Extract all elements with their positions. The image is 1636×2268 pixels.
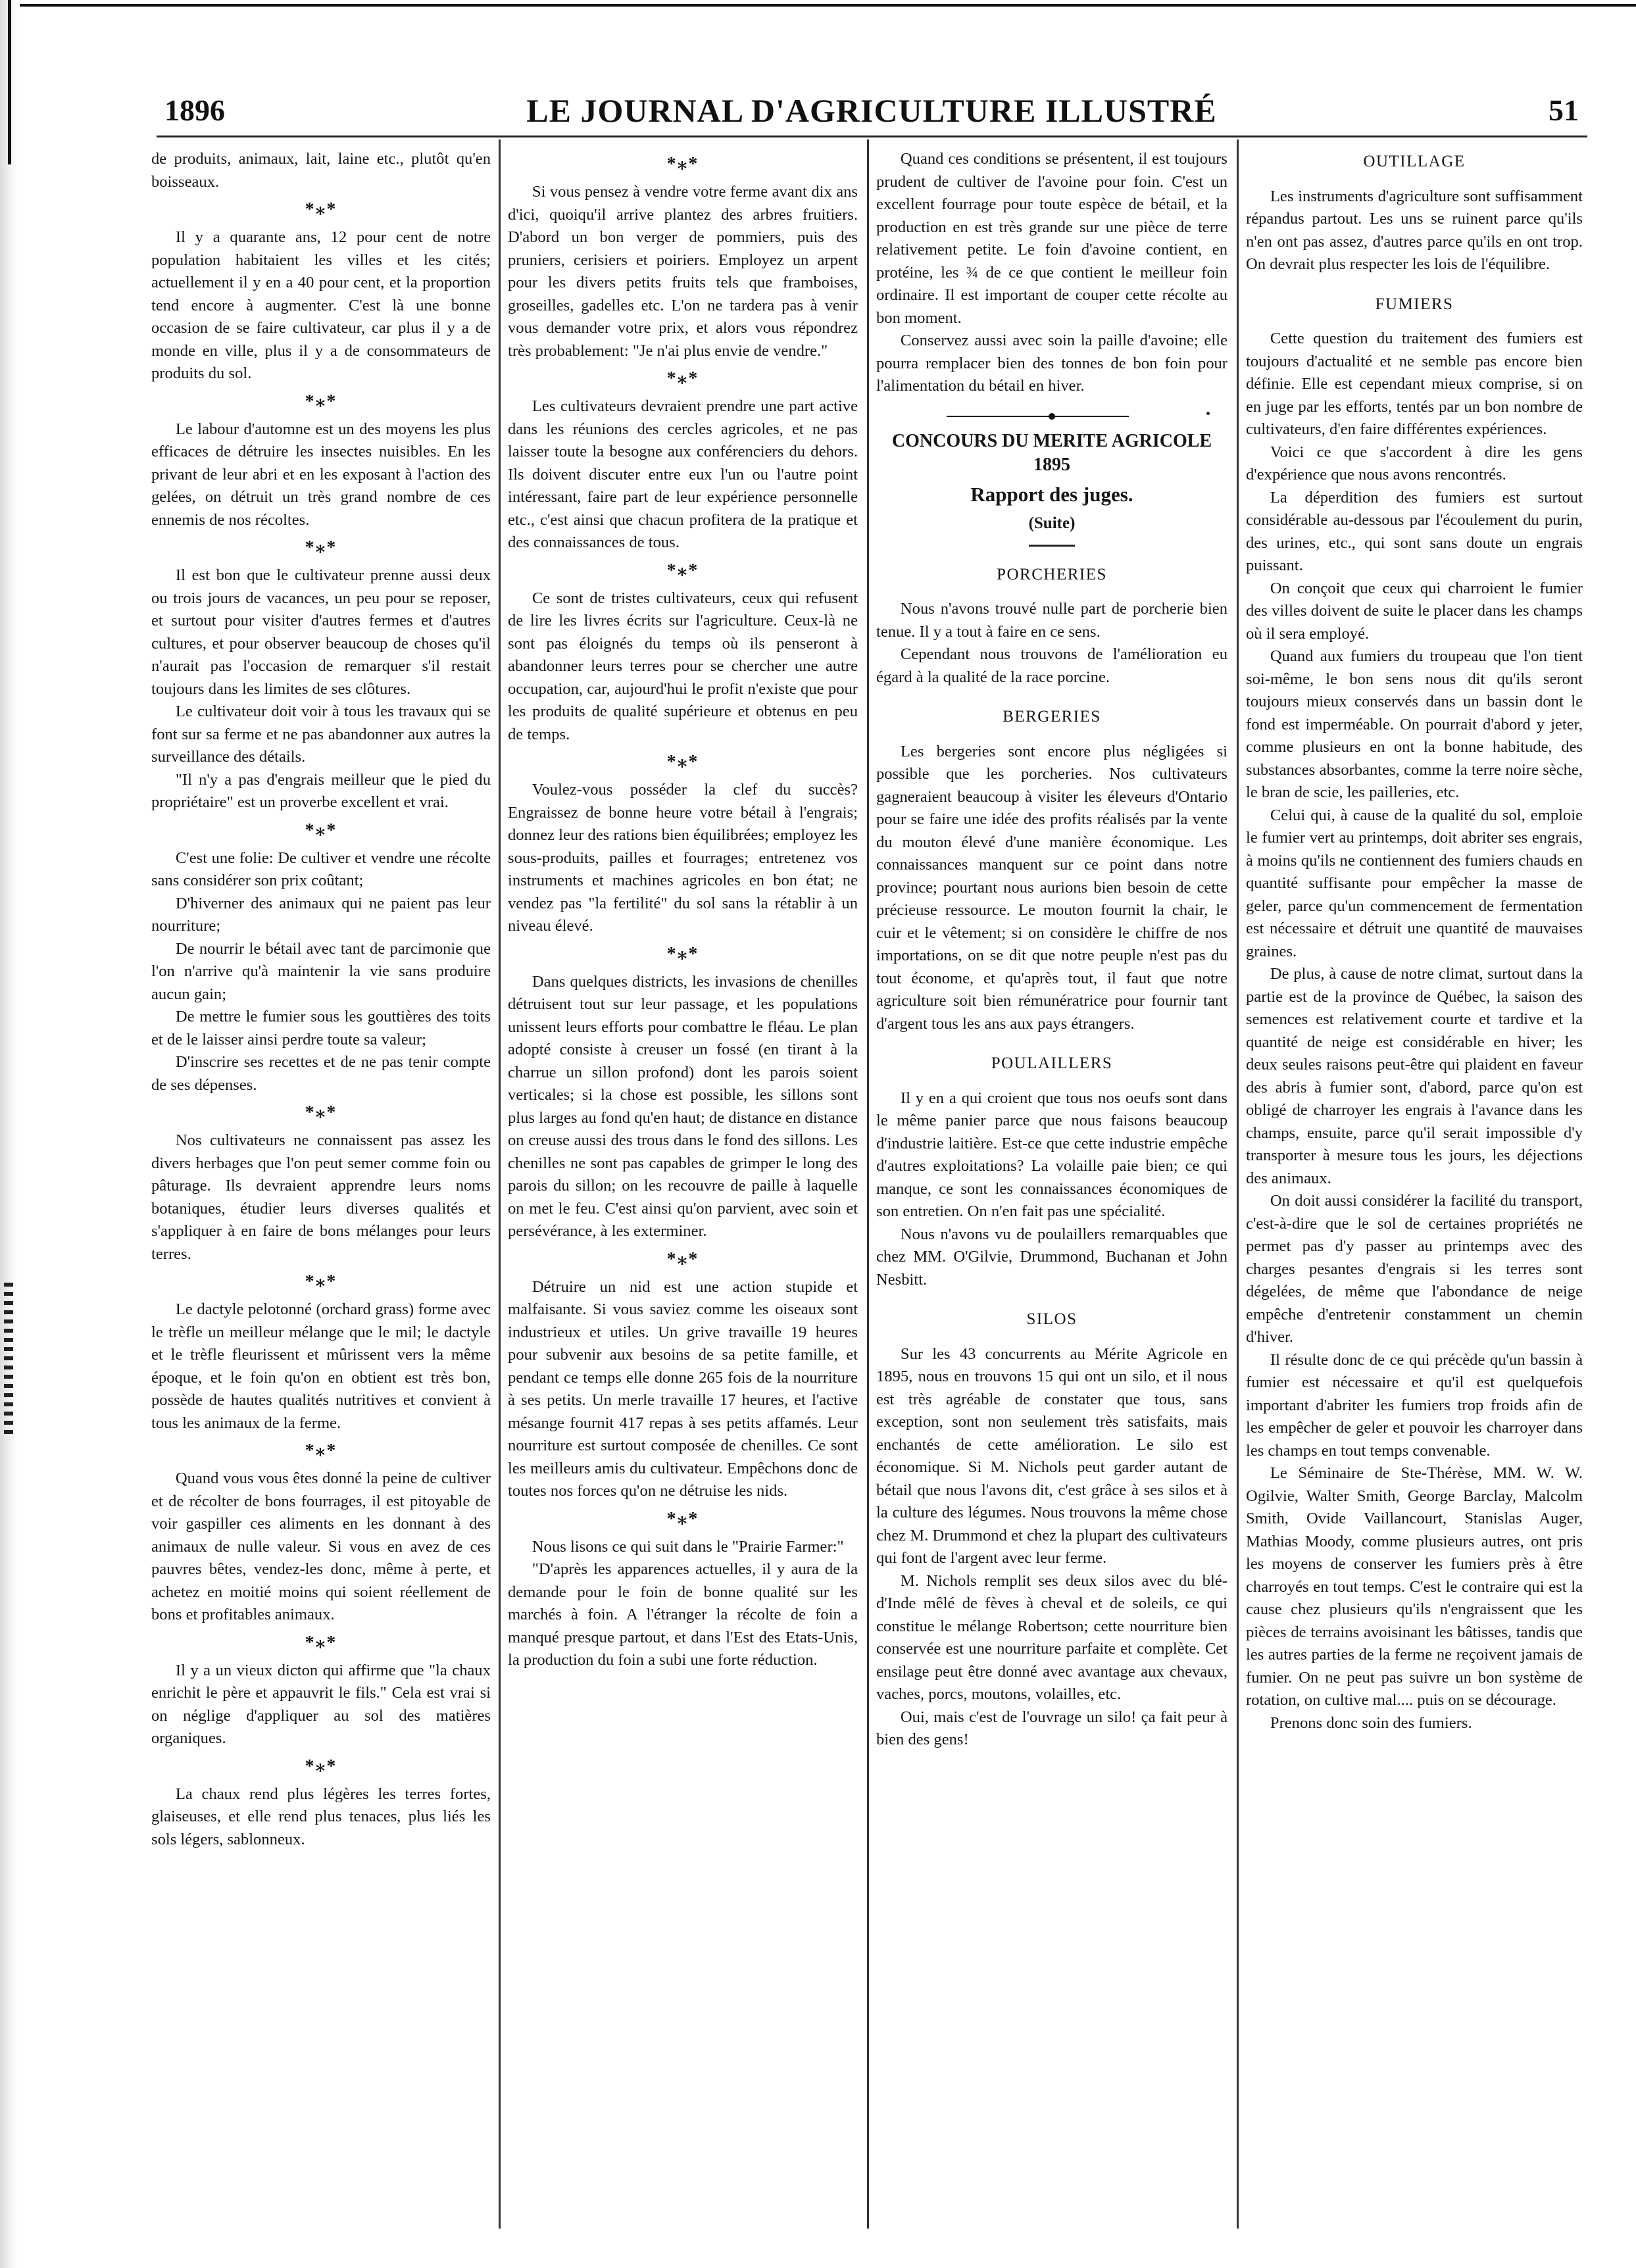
report-title: Rapport des juges.	[970, 482, 1133, 506]
asterism: *⁎*	[305, 391, 337, 412]
binding-mark	[8, 0, 11, 164]
paragraph: Il y a quarante ans, 12 pour cent de notre population habitaient les villes et les cités; actuellement il y en a 40 pour cent, et la proportion tend encore à augmenter. C'est là une bonne occasion de se faire cultivateur, car plus il y a de monde en ville, plus il y a de consommateurs de produits du sol.	[151, 228, 491, 382]
paragraph: On doit aussi considérer la facilité du transport, c'est-à-dire que le sol de certaines propriétés ne permet pas d'y passer au printemps avec des charges pesantes d'engrais si les terres sont dégelées, de même que l'abondance de neige empêche d'entretenir constamment un chemin d'hiver.	[1246, 1192, 1583, 1346]
paragraph: De mettre le fumier sous les gouttières des toits et de le laisser ainsi perdre toute sa valeur;	[151, 1008, 491, 1048]
asterism: *⁎*	[666, 368, 699, 389]
paragraph: Il y a un vieux dicton qui affirme que "la chaux enrichit le père et appauvrit le fils." Cela est vrai si on néglige d'appliquer au sol des matières organiques.	[151, 1661, 491, 1747]
section-title-bergeries: BERGERIES	[1003, 708, 1101, 726]
header-year: 1896	[164, 93, 225, 127]
paragraph: On conçoit que ceux qui charroient le fumier des villes doivent de suite le placer dans les champs où il sera employé.	[1246, 579, 1583, 643]
paragraph: Conservez aussi avec soin la paille d'avoine; elle pourra remplacer bien des tonnes de bon foin pour l'alimentation du bétail en hiver.	[876, 332, 1227, 395]
suite-label: (Suite)	[1028, 514, 1076, 532]
paragraph: C'est une folie: De cultiver et vendre une récolte sans considérer son prix coûtant;	[151, 849, 491, 889]
paragraph: La déperdition des fumiers est surtout considérable au-dessous par l'écoulement du purin, des urines, etc., qui sont sans doute un engrais puissant.	[1246, 488, 1583, 574]
section-title-silos: SILOS	[1026, 1310, 1078, 1328]
column-3	[876, 148, 1227, 2227]
section-separator	[876, 408, 1227, 424]
paragraph: D'inscrire ses recettes et de ne pas tenir compte de ses dépenses.	[151, 1053, 491, 1094]
paragraph: Le dactyle pelotonné (orchard grass) forme avec le trèfle un meilleur mélange que le mil; le dactyle et le trèfle fleurissent et mûrissent vers la même époque, et le foin qu'on en obtient est très bon, possède de hautes qualités nutritives et convient à tous les animaux de la ferme.	[151, 1300, 491, 1432]
section-title-poulaillers: POULAILLERS	[991, 1054, 1113, 1072]
paragraph: Les instruments d'agriculture sont suffisamment répandus partout. Les uns se ruinent parce qu'ils n'en ont pas assez, d'autres parce qu'ils en ont trop. On devrait plus respecter les lois de l'équilibre.	[1246, 187, 1583, 273]
paragraph: Le labour d'automne est un des moyens les plus efficaces de détruire les insectes nuisibles. En les privant de leur abri et en les exposant à l'action des gelées, on détruit un très grand nombre de ces ennemis de nos récoltes.	[151, 420, 491, 529]
paragraph: Le cultivateur doit voir à tous les travaux qui se font sur sa ferme et ne pas abandonner aux autres la surveillance des détails.	[151, 703, 491, 766]
paragraph: Détruire un nid est une action stupide et malfaisante. Si vous saviez comme les oiseaux sont industrieux et utiles. Un grive travaille 19 heures pour subvenir aux besoins de sa petite famille, et pendant ce temps elle donne 265 fois de la nourriture à ses petits. Un merle travaille 17 heures, et l'active mésange fournit 417 repas à ses petits affamés. Leur nourriture est surtout composée de chenilles. Ce sont les meilleurs amis du cultivateur. Empêchons donc de toutes nos forces qu'on ne détruise les nids.	[508, 1277, 858, 1500]
paragraph: Oui, mais c'est de l'ouvrage un silo! ça fait peur à bien des gens!	[876, 1708, 1227, 1748]
column-rule	[867, 139, 869, 2229]
paragraph: "D'après les apparences actuelles, il y aura de la demande pour le foin de bonne qualité sur les marchés à foin. A l'étranger la récolte de foin a manqué presque partout, et dans l'Est des Etats-Unis, la production du foin a subi une forte réduction.	[508, 1560, 858, 1669]
header-rule	[157, 136, 1587, 137]
section-title-concours: CONCOURS DU MERITE AGRICOLE 1895	[891, 430, 1212, 475]
paragraph: D'hiverner des animaux qui ne paient pas leur nourriture;	[151, 894, 491, 935]
section-title-fumiers: FUMIERS	[1375, 295, 1454, 313]
paragraph: Il résulte donc de ce qui précède qu'un bassin à fumier est nécessaire et qu'il est quelquefois important d'abriter les fumiers trop froids afin de les empêcher de geler et pouvoir les charroyer dans les champs en tout temps convenable.	[1246, 1350, 1583, 1460]
edge-speckle	[4, 1283, 13, 1434]
paragraph: De nourrir le bétail avec tant de parcimonie que l'on n'arrive qu'à maintenir la vie sans produire aucun gain;	[151, 939, 491, 1003]
asterism: *⁎*	[305, 1632, 337, 1653]
paragraph: Quand ces conditions se présentent, il est toujours prudent de cultiver de l'avoine pour foin. C'est un excellent fourrage pour toute espèce de bétail, et la production en est très grande sur une pièce de terre relativement petite. Le foin d'avoine contient, en protéine, les ¾ de ce que contient le meilleur foin ordinaire. Il est important de couper cette récolte au bon moment.	[876, 150, 1227, 327]
page-edge-shadow	[0, 0, 17, 2268]
paragraph: Les cultivateurs devraient prendre une part active dans les réunions des cercles agricoles, et ne pas laisser toute la besogne aux conférenciers du dehors. Ils doivent discuter entre eux l'un ou l'autre point intéressant, faire part de leur expérience personnelle etc., c'est ainsi que chacun profitera de la pratique et des connaissances de tous.	[508, 397, 858, 551]
asterism: *⁎*	[305, 820, 337, 841]
section-title-porcheries: PORCHERIES	[997, 565, 1107, 583]
paragraph: Quand aux fumiers du troupeau que l'on tient soi-même, le bon sens nous dit qu'ils seront toujours mieux conservés dans un bassin dont le fond est imperméable. On pourrait d'abord y jeter, comme plusieurs en ont la bonne habitude, des substances absorbantes, comme la terre noire sèche, le bran de scie, les pailleries, etc.	[1246, 647, 1583, 801]
asterism: *⁎*	[666, 752, 699, 772]
paragraph: La chaux rend plus légères les terres fortes, glaiseuses, et elle rend plus tenaces, plus liés les sols légers, sablonneux.	[151, 1785, 491, 1848]
paragraph: Nous n'avons trouvé nulle part de porcherie bien tenue. Il y a tout à faire en ce sens.	[876, 600, 1227, 641]
asterism: *⁎*	[305, 1271, 337, 1292]
paragraph: Les bergeries sont encore plus négligées si possible que les porcheries. Nos cultivateurs gagneraient beaucoup à visiter les éleveurs d'Ontario pour se faire une idée des profits réalisés par la vente du mouton élevé d'une manière économique. Les connaissances manquent sur ce point dans notre province; pourtant nous aurions bien besoin de cette précieuse ressource. Le mouton fournit la chair, le cuir et le vêtement; si on considère le chiffre de nos importations, on se dit que notre peuple n'est pas du tout économe, et qu'après tout, il faut que notre agriculture soit bien rémunératrice pour fournir tant d'argent tous les ans aux pays étrangers.	[876, 742, 1227, 1033]
asterism: *⁎*	[305, 1102, 337, 1123]
top-rule	[20, 4, 1636, 7]
paragraph: Voici ce que s'accordent à dire les gens d'expérience que nous avons rencontrés.	[1246, 443, 1583, 483]
page-header	[164, 91, 1579, 130]
paragraph: Nous n'avons vu de poulaillers remarquables que chez MM. O'Gilvie, Drummond, Buchanan et John Nesbitt.	[876, 1225, 1227, 1289]
paragraph: Prenons donc soin des fumiers.	[1270, 1713, 1472, 1732]
paragraph: Cette question du traitement des fumiers est toujours d'actualité et ne semble pas encore bien définie. Elle est cependant mieux comprise, si on en juge par les efforts, tentés par un bon nombre de cultivateurs, d'en faire différentes expériences.	[1246, 330, 1583, 438]
paragraph: Le Séminaire de Ste-Thérèse, MM. W. W. Ogilvie, Walter Smith, George Barclay, Malcolm Smith, Ovide Vaillancourt, Stanislas Auger, Mathias Moody, comme plusieurs autres, ont pris les moyens de conserver les fumiers près à être charroyés en tout temps. C'est le contraire qui est la cause chez plusieurs qu'ils n'engraissent que les pièces de terrains avoisinant les bâtisses, tandis que les autres parties de la ferme ne reçoivent jamais de fumier. On ne peut pas suivre un bon système de rotation, on cultive mal.... puis on se décourage.	[1246, 1464, 1583, 1709]
paragraph: Dans quelques districts, les invasions de chenilles détruisent tout sur leur passage, et les populations unissent leurs efforts pour combattre le fléau. Le plan adopté consiste à creuser un fossé (en tirant à la charrue un sillon profond) dont les parois soient verticales; si la chose est possible, les sillons sont plus larges au fond qu'en haut; de distance en distance on creuse aussi des trous dans le fond des sillons. Les chenilles ne sont pas capables de grimper le long des parois du sillon; on les recouvre de paille à laquelle on met le feu. C'est ainsi qu'on parvient, avec soin et persévérance, à les exterminer.	[508, 972, 858, 1240]
paragraph: Quand vous vous êtes donné la peine de cultiver et de récolter de bons fourrages, il est pitoyable de voir gaspiller ces aliments en les donnant à des animaux de nulle valeur. Si vous en avez de ces pauvres bêtes, vendez-les donc, même à perte, et achetez en moitié moins qui soient réellement de bons et profitables animaux.	[151, 1469, 491, 1623]
column-4	[1246, 148, 1583, 2227]
asterism: *⁎*	[305, 1756, 337, 1777]
asterism: *⁎*	[305, 537, 337, 558]
asterism: *⁎*	[305, 199, 337, 220]
paragraph: de produits, animaux, lait, laine etc., plutôt qu'en boisseaux.	[151, 150, 491, 191]
paragraph: De plus, à cause de notre climat, surtout dans la partie est de la province de Québec, la saison des semences est relativement courte et tardive et la quantité de neige est considérable en hiver; les deux seules raisons peut-être qui plaident en faveur des abris à fumier sont, d'abord, parce qu'on est obligé de charroyer les engrais à l'avance dans les champs, ensuite, parce qu'il serait impossible d'y transporter à mesure tous les jours, les déjections des animaux.	[1246, 965, 1583, 1187]
paragraph: Nous lisons ce qui suit dans le "Prairie Farmer:"	[532, 1537, 844, 1556]
short-rule	[1029, 545, 1075, 547]
asterism: *⁎*	[666, 943, 699, 964]
paragraph: Sur les 43 concurrents au Mérite Agricole en 1895, nous en trouvons 15 qui ont un silo, et il nous est très agréable de constater que tous, sans exception, sont non seulement très satisfaits, mais enchantés de cette amélioration. Le silo est économique. Si M. Nichols peut garder autant de bétail que nous l'avons dit, c'est grâce à ses silos et à la culture des légumes. Nous trouvons la même chose chez M. Drummond et chez la plupart des cultivateurs qui font de l'argent avec leur ferme.	[876, 1344, 1227, 1567]
paragraph: Il est bon que le cultivateur prenne aussi deux ou trois jours de vacances, un peu pour se reposer, et surtout pour visiter d'autres fermes et d'autres cultures, et pour observer beaucoup de choses qu'il n'aurait pas l'occasion de remarquer s'il restait toujours dans les limites de ses clôtures.	[151, 566, 491, 698]
column-rule	[499, 139, 501, 2229]
column-rule	[1237, 139, 1239, 2229]
column-1	[151, 148, 491, 2227]
asterism: *⁎*	[666, 1248, 699, 1270]
asterism: *⁎*	[305, 1441, 337, 1461]
column-2	[508, 148, 858, 2227]
header-page-number: 51	[1549, 93, 1579, 127]
section-title-outillage: OUTILLAGE	[1363, 153, 1466, 170]
paragraph: Il y en a qui croient que tous nos oeufs sont dans le même panier parce que nous faisons beaucoup d'industrie laitière. Est-ce que cette industrie empêche d'autres exploitations? La volaille paie bien; ce qui manque, ce sont les connaissances économiques de son entretien. On n'en fait pas une spécialité.	[876, 1089, 1227, 1220]
paragraph: Si vous pensez à vendre votre ferme avant dix ans d'ici, quoiqu'il arrive plantez des arbres fruitiers. D'abord un bon verger de pommiers, puis des pruniers, cerisiers et poiriers. Employez un arpent pour les divers petits fruits tels que framboises, groseilles, gadelles etc. L'on ne tardera pas à venir vous demander votre prix, et alors vous répondrez très probablement: "Je n'ai plus envie de vendre."	[508, 183, 858, 360]
paragraph: Voulez-vous posséder la clef du succès? Engraissez de bonne heure votre bétail à l'engrais; donnez leur des rations bien équilibrées; employez les sous-produits, pailles et fourrages; entretenez vos instruments et machines agricoles en bon état; ne vendez pas "la fertilité" du sol sans la rétablir à un niveau élevé.	[508, 781, 858, 935]
paragraph: Nos cultivateurs ne connaissent pas assez les divers herbages que l'on peut semer comme foin ou pâturage. Ils devraient apprendre leurs noms botaniques, étudier leurs diverses qualités et s'appliquer à en faire de bons mélanges pour leurs terres.	[151, 1131, 491, 1263]
asterism: *⁎*	[666, 560, 699, 581]
paragraph: Celui qui, à cause de la qualité du sol, emploie le fumier vert au printemps, doit abriter ses engrais, à moins qu'ils ne contiennent des fumiers chauds en quantité suffisante pour empêcher la masse de geler, parce qu'un commencement de fermentation est nécessaire et détruit une quantité de mauvaises graines.	[1246, 806, 1583, 960]
paragraph: M. Nichols remplit ses deux silos avec du blé-d'Inde mêlé de fèves à cheval et de soleils, ce qui constitue le mélange Robertson; cette nourriture bien conservée est une nourriture parfaite et complète. Cet ensilage peut être donné avec avantage aux chevaux, vaches, porcs, moutons, volailles, etc.	[876, 1571, 1227, 1703]
paragraph: "Il n'y a pas d'engrais meilleur que le pied du propriétaire" est un proverbe excellent et vrai.	[151, 770, 491, 811]
asterism: *⁎*	[666, 1508, 699, 1529]
asterism: *⁎*	[666, 154, 699, 174]
header-title: LE JOURNAL D'AGRICULTURE ILLUSTRÉ	[526, 92, 1217, 129]
paragraph: Cependant nous trouvons de l'amélioration eu égard à la qualité de la race porcine.	[876, 645, 1227, 686]
paragraph: Ce sont de tristes cultivateurs, ceux qui refusent de lire les livres écrits sur l'agriculture. Ceux-là ne sont pas éloignés du temps où ils penseront à abandonner leurs terres pour se chercher une autre occupation, car, aujourd'hui le profit n'existe que pour les produits de qualité supérieure et obtenus en peu de temps.	[508, 589, 858, 743]
